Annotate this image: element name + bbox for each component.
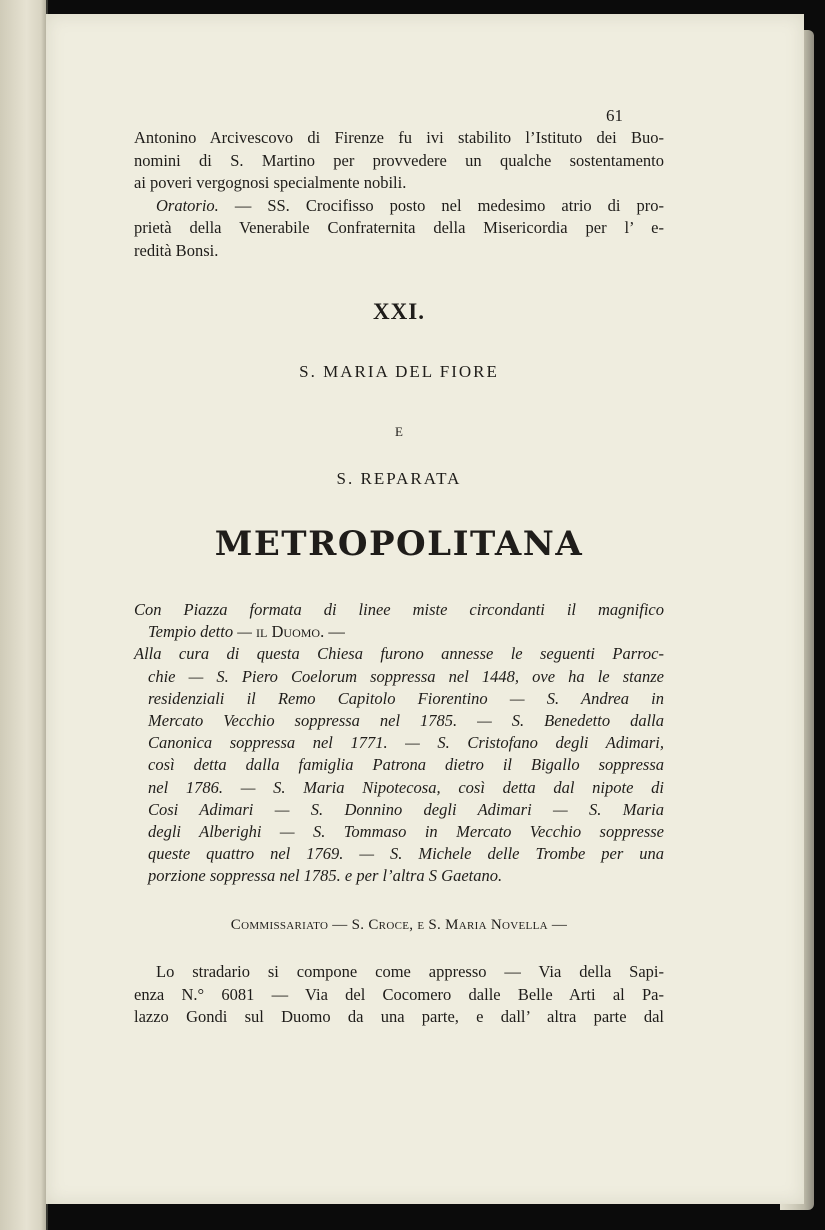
text-line: Con Piazza formata di linee miste circondanti il magnifico bbox=[134, 600, 664, 619]
church-title-conjunction: E bbox=[395, 424, 403, 439]
duomo-small-caps: il Duomo. — bbox=[256, 622, 345, 642]
commissariato-line: Commissariato — S. Croce, e S. Maria Novella — bbox=[230, 917, 568, 933]
text-line: porzione soppressa nel 1785. e per l’altra S Gaetano. bbox=[148, 866, 503, 886]
text-line: queste quattro nel 1769. — S. Michele delle Trombe per una bbox=[148, 844, 664, 864]
book-page bbox=[46, 14, 804, 1204]
text-line: prietà della Venerabile Confraternita della Misericordia per l’ e- bbox=[134, 218, 664, 237]
church-title-line1: S. MARIA DEL FIORE bbox=[299, 362, 499, 381]
text-line: Lo stradario si compone come appresso — Via della Sapi- bbox=[156, 962, 664, 981]
piazza-text: Tempio detto — bbox=[148, 622, 257, 642]
text-line: Antonino Arcivescovo di Firenze fu ivi stabilito l’Istituto dei Buo- bbox=[134, 128, 664, 147]
text-line: enza N.° 6081 — Via del Cocomero dalle Belle Arti al Pa- bbox=[134, 984, 664, 1004]
church-title-line2: S. REPARATA bbox=[336, 469, 462, 488]
text-line: nel 1786. — S. Maria Nipotecosa, così detta dal nipote di bbox=[148, 777, 664, 797]
text-line: residenziali il Remo Capitolo Fiorentino — S. Andrea in bbox=[148, 688, 664, 708]
stradario-paragraph bbox=[134, 961, 664, 1029]
text-line: chie — S. Piero Coelorum soppressa nel 1448, ove ha le stanze bbox=[148, 666, 664, 686]
text-line bbox=[134, 621, 664, 643]
text-line: Alla cura di questa Chiesa furono annesse le seguenti Parroc- bbox=[134, 644, 664, 664]
stradario-text bbox=[134, 961, 664, 1029]
top-paragraph bbox=[134, 127, 664, 262]
parish-description bbox=[134, 599, 664, 888]
istituto-paragraph bbox=[134, 127, 664, 195]
text-line: Cosi Adimari — S. Donnino degli Adimari — S. Maria bbox=[148, 799, 664, 819]
text-line bbox=[134, 195, 664, 218]
text-line: Mercato Vecchio soppressa nel 1785. — S. Benedetto dalla bbox=[148, 711, 664, 731]
oratorio-paragraph bbox=[134, 195, 664, 263]
text-line: lazzo Gondi sul Duomo da una parte, e dall’ altra parte dal bbox=[134, 1007, 664, 1026]
text-line: degli Alberighi — S. Tommaso in Mercato Vecchio soppresse bbox=[148, 822, 664, 842]
oratorio-label: Oratorio. bbox=[156, 195, 219, 215]
text-line: redità Bonsi. bbox=[134, 240, 219, 260]
text-line: così detta dalla famiglia Patrona dietro il Bigallo soppressa bbox=[148, 755, 664, 775]
main-title: METROPOLITANA bbox=[214, 524, 584, 564]
oratorio-text: — SS. Crocifisso posto nel medesimo atrio di pro- bbox=[218, 195, 664, 215]
text-line: ai poveri vergognosi specialmente nobili. bbox=[134, 173, 407, 192]
left-page-edge bbox=[0, 0, 48, 1230]
section-number: XXI. bbox=[373, 299, 425, 324]
text-line: nomini di S. Martino per provvedere un qualche sostentamento bbox=[134, 150, 664, 170]
page-number: 61 bbox=[606, 106, 623, 125]
text-line: Canonica soppressa nel 1771. — S. Cristofano degli Adimari, bbox=[148, 733, 664, 753]
